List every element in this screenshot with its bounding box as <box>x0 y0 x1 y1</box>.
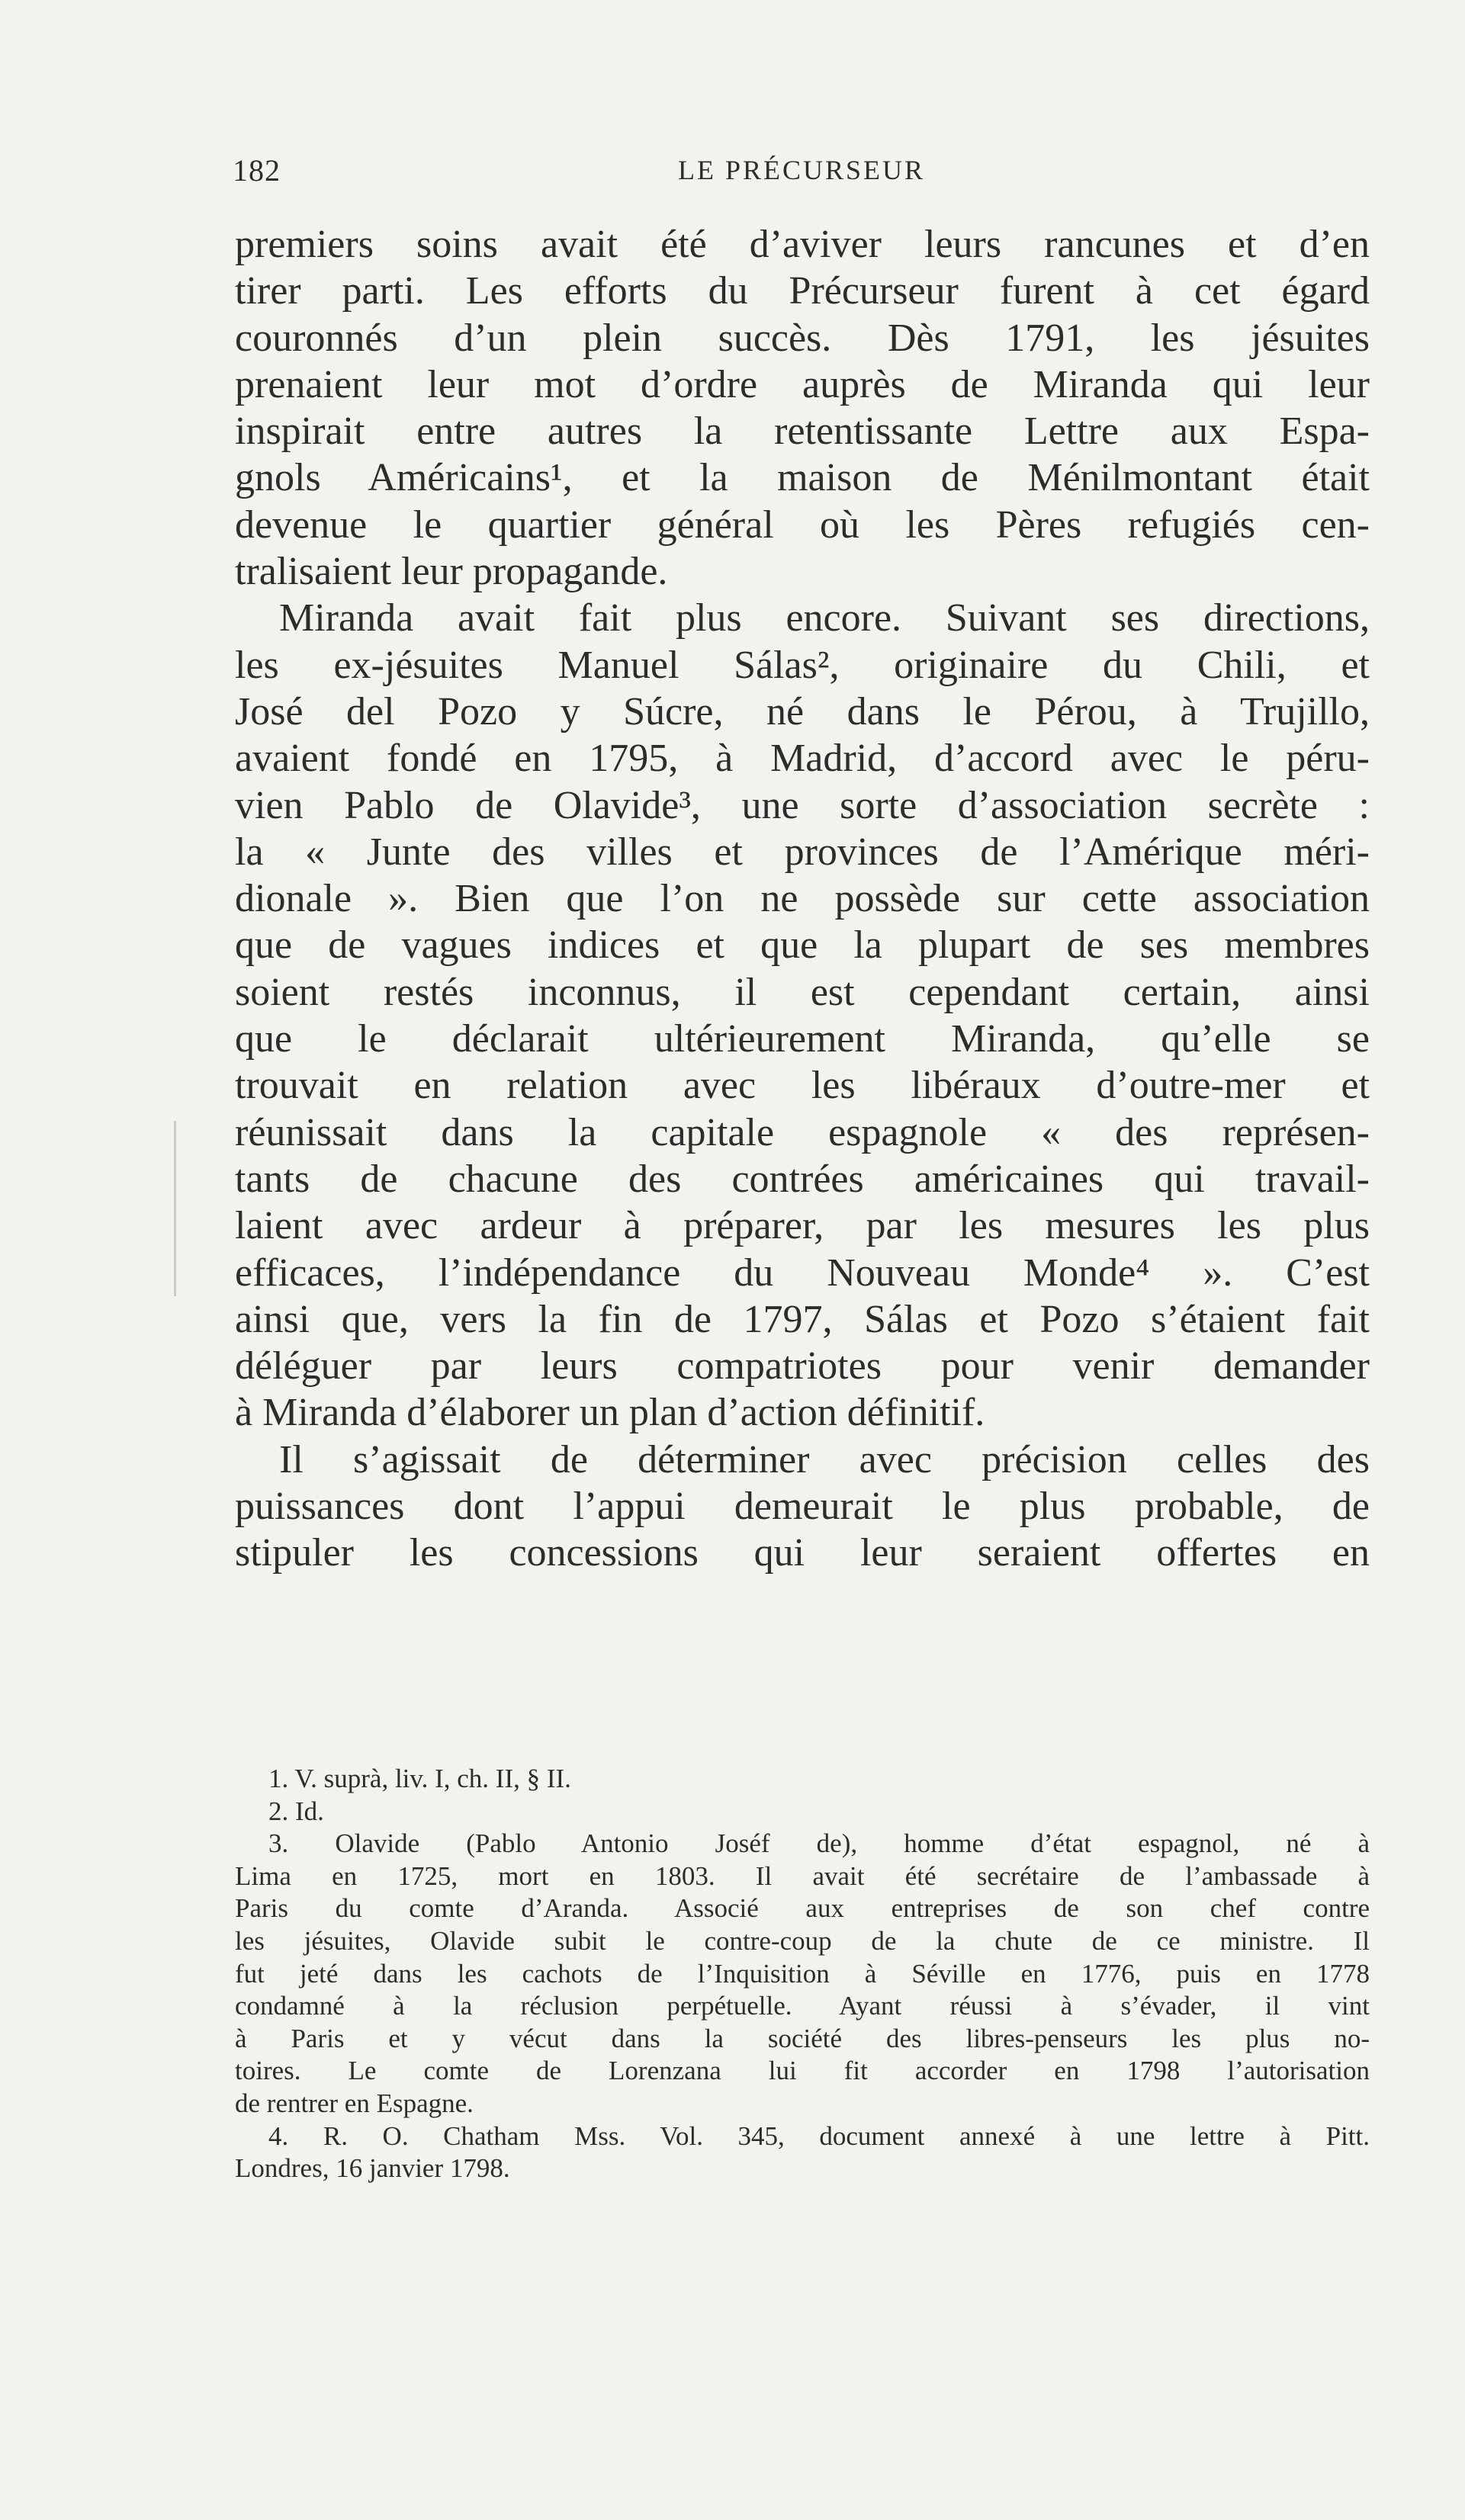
body-line: devenue le quartier général où les Pères refugiés cen- <box>235 502 1370 547</box>
body-line: dionale ». Bien que l’on ne possède sur cette association <box>235 877 1370 921</box>
body-line: soient restés inconnus, il est cependant certain, ainsi <box>235 970 1370 1014</box>
body-line: inspirait entre autres la retentissante Lettre aux Espa- <box>235 409 1370 454</box>
page-header <box>233 152 1370 198</box>
footnote-line: à Paris et y vécut dans la société des libres-penseurs les plus no- <box>235 2023 1370 2053</box>
body-line: tirer parti. Les efforts du Précurseur furent à cet égard <box>235 269 1370 313</box>
body-line: avaient fondé en 1795, à Madrid, d’accord avec le péru- <box>235 737 1370 781</box>
footnote-line: Lima en 1725, mort en 1803. Il avait été secrétaire de l’ambassade à <box>235 1860 1370 1891</box>
footnotes <box>235 1763 1370 2185</box>
body-line: Miranda avait fait plus encore. Suivant ses directions, <box>279 596 1370 640</box>
body-line: puissances dont l’appui demeurait le plus probable, de <box>235 1485 1370 1529</box>
page-number: 182 <box>233 153 281 188</box>
body-line: les ex-jésuites Manuel Sálas², originaire du Chili, et <box>235 643 1370 687</box>
body-line: que de vagues indices et que la plupart de ses membres <box>235 923 1370 968</box>
footnote-line: 1. V. suprà, liv. I, ch. II, § II. <box>268 1764 571 1793</box>
body-line: à Miranda d’élaborer un plan d’action définitif. <box>235 1391 985 1435</box>
body-text <box>235 221 1370 1577</box>
body-line: ainsi que, vers la fin de 1797, Sálas et Pozo s’étaient fait <box>235 1297 1370 1341</box>
body-line: que le déclarait ultérieurement Miranda, qu’elle se <box>235 1017 1370 1061</box>
body-line: vien Pablo de Olavide³, une sorte d’association secrète : <box>235 783 1370 827</box>
footnote-line: 4. R. O. Chatham Mss. Vol. 345, document annexé à une lettre à Pitt. <box>268 2120 1370 2151</box>
footnote-line: fut jeté dans les cachots de l’Inquisition à Séville en 1776, puis en 1778 <box>235 1958 1370 1989</box>
footnote-line: les jésuites, Olavide subit le contre-coup de la chute de ce ministre. Il <box>235 1925 1370 1956</box>
footnote-line: de rentrer en Espagne. <box>235 2088 474 2118</box>
footnote-line: Londres, 16 janvier 1798. <box>235 2153 510 2184</box>
body-line: gnols Américains¹, et la maison de Ménilmontant était <box>235 456 1370 500</box>
footnote-line: Paris du comte d’Aranda. Associé aux entreprises de son chef contre <box>235 1893 1370 1924</box>
body-line: prenaient leur mot d’ordre auprès de Miranda qui leur <box>235 362 1370 406</box>
running-title: LE PRÉCURSEUR <box>677 155 926 185</box>
body-line: stipuler les concessions qui leur seraient offertes en <box>235 1531 1370 1575</box>
body-line: trouvait en relation avec les libéraux d’outre-mer et <box>235 1064 1370 1108</box>
margin-line <box>174 1121 176 1296</box>
body-line: Il s’agissait de déterminer avec précision celles des <box>279 1437 1370 1482</box>
body-line: déléguer par leurs compatriotes pour venir demander <box>235 1344 1370 1388</box>
body-line: efficaces, l’indépendance du Nouveau Monde⁴ ». C’est <box>235 1250 1370 1295</box>
body-line: couronnés d’un plein succès. Dès 1791, les jésuites <box>235 316 1370 360</box>
body-line: premiers soins avait été d’aviver leurs rancunes et d’en <box>235 223 1370 266</box>
body-line: tants de chacune des contrées américaines qui travail- <box>235 1157 1370 1201</box>
body-line: tralisaient leur propagande. <box>235 550 668 594</box>
footnote-line: toires. Le comte de Lorenzana lui fit accorder en 1798 l’autorisation <box>235 2056 1370 2086</box>
footnote-line: 3. Olavide (Pablo Antonio Joséf de), homme d’état espagnol, né à <box>268 1828 1370 1859</box>
body-line: la « Junte des villes et provinces de l’Amérique méri- <box>235 830 1370 874</box>
body-line: réunissait dans la capitale espagnole « des représen- <box>235 1110 1370 1154</box>
body-line: José del Pozo y Súcre, né dans le Pérou, à Trujillo, <box>235 689 1370 734</box>
footnote-line: condamné à la réclusion perpétuelle. Ayant réussi à s’évader, il vint <box>235 1991 1370 2021</box>
footnote-line: 2. Id. <box>268 1796 324 1826</box>
body-line: laient avec ardeur à préparer, par les mesures les plus <box>235 1204 1370 1248</box>
